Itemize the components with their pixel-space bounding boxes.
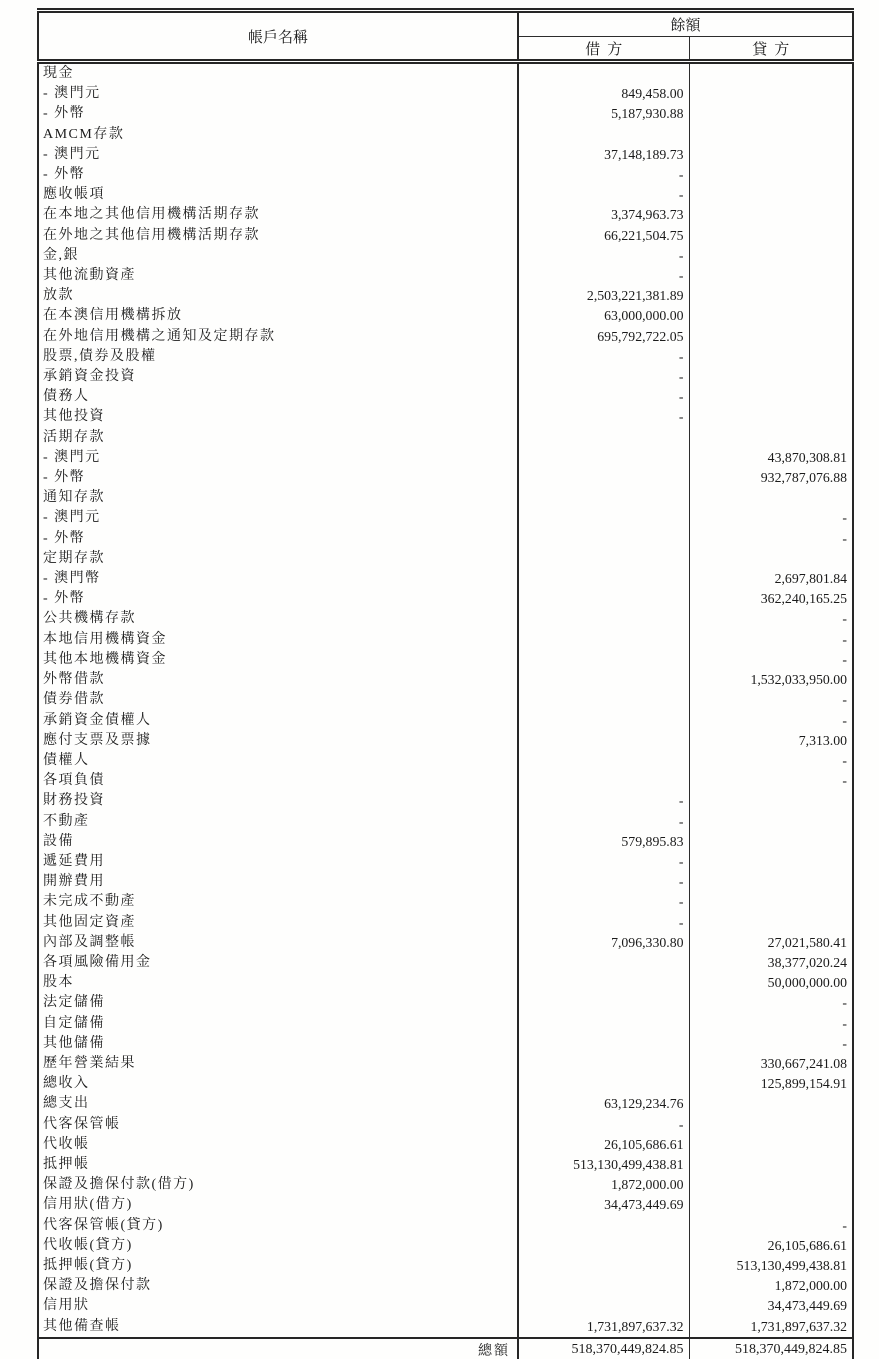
- account-name-cell: 代客保管帳: [38, 1115, 518, 1135]
- account-name-cell: 金,銀: [38, 246, 518, 266]
- account-name-cell: 定期存款: [38, 549, 518, 569]
- account-name-cell: 信用狀(借方): [38, 1195, 518, 1215]
- debit-value-cell: -: [518, 892, 689, 912]
- credit-value-cell: [689, 913, 853, 933]
- credit-value-cell: -: [842, 1015, 848, 1031]
- debit-value-cell: [518, 731, 689, 751]
- credit-value-cell: [689, 428, 853, 448]
- debit-value-cell: 1,872,000.00: [518, 1175, 689, 1195]
- table-row: [38, 407, 853, 427]
- account-name-cell: 在本澳信用機構拆放: [38, 306, 518, 326]
- debit-value-cell: [518, 771, 689, 791]
- debit-value-cell: [518, 973, 689, 993]
- account-name-cell: 內部及調整帳: [38, 933, 518, 953]
- credit-value-cell: 2,697,801.84: [774, 571, 848, 587]
- debit-value-cell: 695,792,722.05: [518, 327, 689, 347]
- debit-value-cell: 513,130,499,438.81: [518, 1155, 689, 1175]
- credit-value-cell: -: [842, 1217, 848, 1233]
- credit-value-cell: [689, 286, 853, 306]
- debit-value-cell: [518, 670, 689, 690]
- debit-value-cell: [518, 468, 689, 488]
- account-name-cell: 代收帳(貸方): [38, 1236, 518, 1256]
- debit-value-cell: [518, 711, 689, 731]
- debit-value-cell: [518, 1034, 689, 1054]
- account-name-cell: 債權人: [38, 751, 518, 771]
- credit-value-cell: [689, 1115, 853, 1135]
- debit-value-cell: -: [518, 165, 689, 185]
- account-name-cell: 現金: [38, 62, 518, 85]
- debit-value-cell: [518, 428, 689, 448]
- account-name-cell: 遞延費用: [38, 852, 518, 872]
- debit-value-cell: -: [518, 367, 689, 387]
- table-row: [38, 104, 853, 124]
- account-name-cell: 不動產: [38, 812, 518, 832]
- account-name-cell: 承銷資金債權人: [38, 711, 518, 731]
- credit-value-cell: [689, 84, 853, 104]
- debit-value-cell: [518, 1276, 689, 1296]
- credit-value-cell: 1,731,897,637.32: [750, 1318, 848, 1334]
- credit-value-cell: -: [842, 651, 848, 667]
- credit-value-cell: [689, 1094, 853, 1114]
- debit-value-cell: 3,374,963.73: [518, 205, 689, 225]
- account-name-cell: 抵押帳: [38, 1155, 518, 1175]
- table-row: [38, 812, 853, 832]
- account-name-cell: 外幣借款: [38, 670, 518, 690]
- table-row: [38, 1296, 853, 1316]
- credit-value-cell: [689, 387, 853, 407]
- table-row: [38, 448, 853, 468]
- debit-value-cell: -: [518, 407, 689, 427]
- credit-value-cell: [689, 367, 853, 387]
- account-name-cell: 保證及擔保付款(借方): [38, 1175, 518, 1195]
- credit-value-cell: [689, 407, 853, 427]
- table-row: [38, 953, 853, 973]
- debit-value-cell: [518, 1014, 689, 1034]
- debit-value-cell: [518, 125, 689, 145]
- table-row: [38, 913, 853, 933]
- table-row: [38, 973, 853, 993]
- account-name-cell: - 澳門幣: [38, 569, 518, 589]
- account-name-cell: 未完成不動產: [38, 892, 518, 912]
- credit-value-cell: [689, 62, 853, 85]
- account-name-cell: 公共機構存款: [38, 609, 518, 629]
- debit-value-cell: 26,105,686.61: [518, 1135, 689, 1155]
- debit-value-cell: 63,129,234.76: [518, 1094, 689, 1114]
- account-name-cell: 財務投資: [38, 791, 518, 811]
- debit-value-cell: [518, 751, 689, 771]
- credit-value-cell: [689, 145, 853, 165]
- account-name-cell: - 外幣: [38, 165, 518, 185]
- debit-value-cell: [518, 650, 689, 670]
- debit-value-cell: [518, 690, 689, 710]
- account-name-cell: 設備: [38, 832, 518, 852]
- table-row: [38, 468, 853, 488]
- table-row: [38, 852, 853, 872]
- debit-value-cell: -: [518, 246, 689, 266]
- table-row: [38, 731, 853, 751]
- account-name-cell: 其他備查帳: [38, 1317, 518, 1338]
- debit-value-cell: 66,221,504.75: [518, 226, 689, 246]
- account-name-cell: 開辦費用: [38, 872, 518, 892]
- table-row: [38, 630, 853, 650]
- debit-value-cell: [518, 549, 689, 569]
- account-name-cell: 承銷資金投資: [38, 367, 518, 387]
- credit-value-cell: -: [842, 510, 848, 526]
- debit-value-cell: -: [518, 791, 689, 811]
- credit-value-cell: [689, 327, 853, 347]
- account-name-cell: - 外幣: [38, 589, 518, 609]
- account-name-cell: 其他投資: [38, 407, 518, 427]
- debit-value-cell: -: [518, 266, 689, 286]
- debit-value-cell: 7,096,330.80: [518, 933, 689, 953]
- table-row: [38, 145, 853, 165]
- table-row: [38, 347, 853, 367]
- credit-value-cell: [689, 812, 853, 832]
- table-row: [38, 246, 853, 266]
- debit-value-cell: -: [518, 872, 689, 892]
- credit-value-cell: 1,532,033,950.00: [750, 672, 848, 688]
- table-body: [38, 62, 853, 1338]
- debit-value-cell: [518, 529, 689, 549]
- account-name-cell: 總支出: [38, 1094, 518, 1114]
- debit-value-cell: -: [518, 812, 689, 832]
- credit-value-cell: 7,313.00: [798, 732, 848, 748]
- credit-value-cell: 932,787,076.88: [760, 470, 848, 486]
- credit-value-cell: [689, 165, 853, 185]
- credit-value-cell: -: [842, 995, 848, 1011]
- total-debit-value: 518,370,449,824.85: [518, 1338, 689, 1359]
- account-name-cell: 應收帳項: [38, 185, 518, 205]
- table-row: [38, 832, 853, 852]
- debit-value-cell: [518, 1296, 689, 1316]
- table-row: [38, 892, 853, 912]
- credit-value-cell: [689, 872, 853, 892]
- table-row: [38, 711, 853, 731]
- account-name-cell: 總收入: [38, 1074, 518, 1094]
- debit-value-cell: -: [518, 913, 689, 933]
- table-row: [38, 933, 853, 953]
- credit-value-cell: -: [842, 752, 848, 768]
- debit-value-cell: [518, 1074, 689, 1094]
- debit-value-cell: 34,473,449.69: [518, 1195, 689, 1215]
- credit-value-cell: [689, 791, 853, 811]
- table-row: [38, 84, 853, 104]
- account-name-cell: 通知存款: [38, 488, 518, 508]
- debit-value-cell: -: [518, 347, 689, 367]
- credit-value-cell: [689, 1175, 853, 1195]
- credit-value-cell: [689, 1155, 853, 1175]
- credit-value-cell: [689, 104, 853, 124]
- credit-value-cell: [689, 205, 853, 225]
- credit-value-cell: -: [842, 611, 848, 627]
- table-row: [38, 1135, 853, 1155]
- table-row: [38, 125, 853, 145]
- debit-value-cell: [518, 62, 689, 85]
- credit-value-cell: [689, 226, 853, 246]
- debit-value-cell: [518, 630, 689, 650]
- account-name-cell: 其他儲備: [38, 1034, 518, 1054]
- account-name-cell: 股本: [38, 973, 518, 993]
- debit-value-cell: 37,148,189.73: [518, 145, 689, 165]
- table-row: [38, 1014, 853, 1034]
- column-header-debit: 借方: [518, 37, 689, 62]
- account-name-cell: 各項負債: [38, 771, 518, 791]
- table-row: [38, 569, 853, 589]
- table-row: [38, 529, 853, 549]
- credit-value-cell: [689, 266, 853, 286]
- debit-value-cell: -: [518, 185, 689, 205]
- table-row: [38, 1175, 853, 1195]
- credit-value-cell: [689, 852, 853, 872]
- credit-value-cell: -: [842, 631, 848, 647]
- account-name-cell: 代客保管帳(貸方): [38, 1216, 518, 1236]
- debit-value-cell: -: [518, 852, 689, 872]
- debit-value-cell: [518, 569, 689, 589]
- credit-value-cell: -: [842, 692, 848, 708]
- account-name-cell: 本地信用機構資金: [38, 630, 518, 650]
- debit-value-cell: 5,187,930.88: [518, 104, 689, 124]
- credit-value-cell: [689, 1195, 853, 1215]
- credit-value-cell: -: [842, 530, 848, 546]
- credit-value-cell: 330,667,241.08: [760, 1055, 848, 1071]
- account-name-cell: 其他本地機構資金: [38, 650, 518, 670]
- column-header-balance: 餘額: [518, 11, 853, 37]
- credit-value-cell: 50,000,000.00: [767, 975, 848, 991]
- debit-value-cell: [518, 1236, 689, 1256]
- account-name-cell: 其他固定資產: [38, 913, 518, 933]
- table-row: [38, 589, 853, 609]
- account-name-cell: 債券借款: [38, 690, 518, 710]
- account-name-cell: - 外幣: [38, 104, 518, 124]
- credit-value-cell: [689, 549, 853, 569]
- account-name-cell: - 外幣: [38, 468, 518, 488]
- credit-value-cell: 125,899,154.91: [760, 1076, 848, 1092]
- account-name-cell: AMCM存款: [38, 125, 518, 145]
- account-name-cell: - 外幣: [38, 529, 518, 549]
- table-row: [38, 1317, 853, 1338]
- account-name-cell: 法定儲備: [38, 993, 518, 1013]
- credit-value-cell: -: [842, 773, 848, 789]
- table-row: [38, 306, 853, 326]
- trial-balance-table: [37, 8, 854, 1359]
- table-row: [38, 690, 853, 710]
- debit-value-cell: [518, 953, 689, 973]
- table-row: [38, 1155, 853, 1175]
- credit-value-cell: 43,870,308.81: [767, 449, 848, 465]
- credit-value-cell: [689, 246, 853, 266]
- credit-value-cell: 34,473,449.69: [767, 1298, 848, 1314]
- debit-value-cell: [518, 993, 689, 1013]
- credit-value-cell: [689, 832, 853, 852]
- credit-value-cell: 362,240,165.25: [760, 591, 848, 607]
- table-row: [38, 1236, 853, 1256]
- account-name-cell: - 澳門元: [38, 84, 518, 104]
- table-row: [38, 1074, 853, 1094]
- table-row: [38, 1276, 853, 1296]
- table-row: [38, 1094, 853, 1114]
- table-row: [38, 549, 853, 569]
- credit-value-cell: 26,105,686.61: [767, 1237, 848, 1253]
- credit-value-cell: 1,872,000.00: [774, 1278, 848, 1294]
- account-name-cell: - 澳門元: [38, 448, 518, 468]
- table-row: [38, 387, 853, 407]
- table-row: [38, 428, 853, 448]
- account-name-cell: 應付支票及票據: [38, 731, 518, 751]
- account-name-cell: 自定儲備: [38, 1014, 518, 1034]
- table-footer: [38, 1338, 853, 1359]
- total-row: [38, 1338, 853, 1359]
- credit-value-cell: [689, 892, 853, 912]
- debit-value-cell: [518, 508, 689, 528]
- credit-value-cell: [689, 488, 853, 508]
- credit-value-cell: [689, 1135, 853, 1155]
- debit-value-cell: [518, 1216, 689, 1236]
- account-name-cell: 在本地之其他信用機構活期存款: [38, 205, 518, 225]
- table-header: [38, 11, 853, 62]
- credit-value-cell: 27,021,580.41: [767, 934, 848, 950]
- debit-value-cell: [518, 609, 689, 629]
- table-row: [38, 771, 853, 791]
- credit-value-cell: 38,377,020.24: [767, 954, 848, 970]
- account-name-cell: 在外地之其他信用機構活期存款: [38, 226, 518, 246]
- table-row: [38, 1195, 853, 1215]
- debit-value-cell: -: [518, 387, 689, 407]
- table-row: [38, 488, 853, 508]
- account-name-cell: - 澳門元: [38, 145, 518, 165]
- account-name-cell: 在外地信用機構之通知及定期存款: [38, 327, 518, 347]
- table-row: [38, 205, 853, 225]
- table-row: [38, 670, 853, 690]
- account-name-cell: 歷年營業結果: [38, 1054, 518, 1074]
- account-name-cell: 抵押帳(貸方): [38, 1256, 518, 1276]
- debit-value-cell: [518, 589, 689, 609]
- account-name-cell: 其他流動資產: [38, 266, 518, 286]
- debit-value-cell: [518, 1256, 689, 1276]
- credit-value-cell: [689, 185, 853, 205]
- table-row: [38, 165, 853, 185]
- table-row: [38, 609, 853, 629]
- column-header-credit: 貸方: [689, 37, 853, 62]
- debit-value-cell: 63,000,000.00: [518, 306, 689, 326]
- table-row: [38, 1216, 853, 1236]
- table-row: [38, 1054, 853, 1074]
- table-row: [38, 185, 853, 205]
- credit-value-cell: [689, 125, 853, 145]
- table-row: [38, 367, 853, 387]
- debit-value-cell: -: [518, 1115, 689, 1135]
- table-row: [38, 1034, 853, 1054]
- column-header-account-name: 帳戶名稱: [38, 11, 518, 62]
- debit-value-cell: [518, 488, 689, 508]
- account-name-cell: 放款: [38, 286, 518, 306]
- table-row: [38, 62, 853, 85]
- account-name-cell: 各項風險備用金: [38, 953, 518, 973]
- table-row: [38, 993, 853, 1013]
- debit-value-cell: [518, 1054, 689, 1074]
- table-row: [38, 650, 853, 670]
- debit-value-cell: 2,503,221,381.89: [518, 286, 689, 306]
- account-name-cell: 活期存款: [38, 428, 518, 448]
- table-row: [38, 791, 853, 811]
- credit-value-cell: 513,130,499,438.81: [736, 1257, 848, 1273]
- credit-value-cell: -: [842, 1035, 848, 1051]
- table-row: [38, 1256, 853, 1276]
- debit-value-cell: 1,731,897,637.32: [518, 1317, 689, 1338]
- table-row: [38, 327, 853, 347]
- table-row: [38, 1115, 853, 1135]
- credit-value-cell: [689, 347, 853, 367]
- table-row: [38, 266, 853, 286]
- table-row: [38, 872, 853, 892]
- debit-value-cell: [518, 448, 689, 468]
- credit-value-cell: [689, 306, 853, 326]
- account-name-cell: 股票,債券及股權: [38, 347, 518, 367]
- credit-value-cell: -: [842, 712, 848, 728]
- table-row: [38, 226, 853, 246]
- account-name-cell: 代收帳: [38, 1135, 518, 1155]
- account-name-cell: 保證及擔保付款: [38, 1276, 518, 1296]
- table-row: [38, 286, 853, 306]
- debit-value-cell: 579,895.83: [518, 832, 689, 852]
- table-row: [38, 751, 853, 771]
- table-row: [38, 508, 853, 528]
- total-credit-value: 518,370,449,824.85: [689, 1338, 853, 1359]
- account-name-cell: 債務人: [38, 387, 518, 407]
- account-name-cell: - 澳門元: [38, 508, 518, 528]
- total-label: 總額: [38, 1338, 518, 1359]
- account-name-cell: 信用狀: [38, 1296, 518, 1316]
- debit-value-cell: 849,458.00: [518, 84, 689, 104]
